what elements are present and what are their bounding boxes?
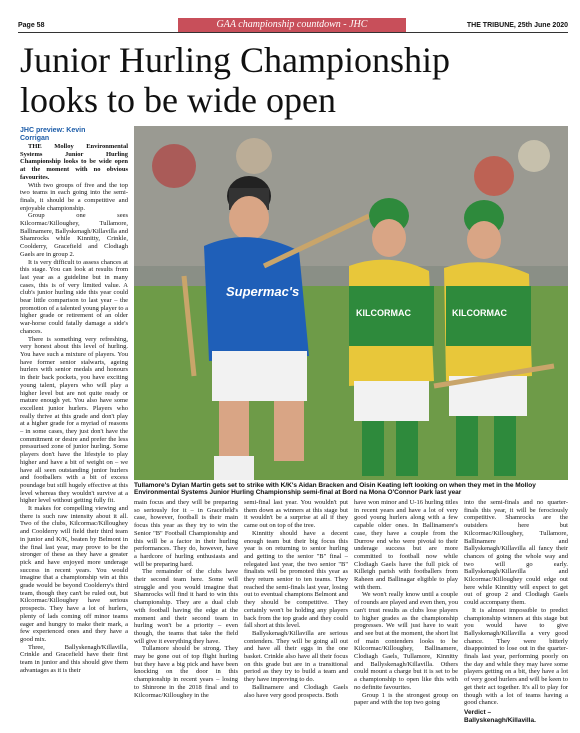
author-byline [20, 127, 130, 143]
match-photo-illustration [134, 126, 568, 480]
paragraph: Three, Ballyskenagh/Killavilla, Crinkle and Gracefield have their first team in junior and this should give them advantages as it is their [20, 643, 128, 674]
article-column-3 [244, 499, 348, 731]
paragraph: main focus and they will be preparing so seriously for it – in Gracefield's case, however, football is their main focus this year as they try to win the Senior "B" Football Championship and this will be a factor in their hurling performances. They do, however, have a hardcore of hurling enthusiasts and will be preparing hard. [134, 499, 238, 568]
header-rule [18, 32, 568, 33]
author-label: JHC preview: Kevin [20, 127, 86, 134]
photo-caption: Tullamore's Dylan Martin gets set to strike with K/K's Aidan Bracken and Oisin Keating left looking on when they met in the Molloy Environmental Systems Junior Hurling Championship semi-final at Bord na Mona O'Connor Park last year [134, 482, 536, 497]
paragraph: There is something very refreshing, very honest about this level of hurling. You have such a mixture of players. You have former senior stalwarts, ageing hurlers with senior medals and honours in their back pockets, you have exciting young talent, players who will play a higher level but are not quite ready or mature enough yet. You also have some excellent junior hurlers. Players who really thrive at this grade and don't play at a higher grade for a myriad of reasons – in some cases, they just don't have the commitment or desire and prefer the less pressurised zone of junior hurling. Some players don't have the lifestyle to play higher and have a bit of weight on – we have all seen outstanding junior hurlers and footballers with a bit of excess poundage but still hugely effective at this level whereas they wouldn't survive at a higher level without getting fully fit. [20, 335, 128, 505]
paragraph: semi-final last year. You wouldn't put them down as winners at this stage but it wouldn't be a surprise at all if they came out on top of the tree. [244, 499, 348, 530]
paragraph: Kinnitty should have a decent enough team but their big focus this year is on returning to senior hurling and getting to the senior "B" final – relegated last year, the two senior "B" finalists will be promoted this year as they return senior to ten teams. They reached the semi-finals last year, losing out to eventual champions Belmont and they should be competitive. They certainly won't be holding any players back from the top grade and they could fall short at this level. [244, 529, 348, 630]
jersey-green-text-2: KILCORMAC [452, 308, 507, 318]
match-photo [134, 126, 568, 480]
paragraph: Ballyskenagh/Killavilla are serious contenders. They will be going all out and have all their eggs in the one basket. Crinkle also have all their focus on this grade but are in a transitional period as they try to build a team and they have improving to do. [244, 629, 348, 684]
page-header [0, 0, 580, 30]
paragraph: Ballinamere and Clodiagh Gaels also have very good prospects. Both [244, 683, 348, 699]
article-column-5 [464, 499, 568, 731]
paragraph: Tullamore should be strong. They may be gone out of top flight hurling but they have a big pick and have been knocking on the door in this championship in recent years – losing to Shinrone in the 2018 final and to Kilcormac/Killoughey in the [134, 645, 238, 699]
paragraph: With two groups of five and the top two teams in each going into the semi-finals, it should be a competitive and enjoyable championship. [20, 181, 128, 212]
paragraph: It makes for compelling viewing and there is such raw intensity about it all. Two of the clubs, Kilcormac/Killoughey and Coolderry will field their third team in junior and K/K, beaten by Belmont in the final last year, may prove to be the stronger of these as they have a greater pick and have enjoyed more underage success in recent years. You would imagine that a championship win at this grade would be beyond Coolderry's third team, though they can't be ruled out, but Kilcormac/Killoughey have serious prospects. They have a lot of hurlers, plenty of lads coming off minor teams eager and hungry to make their mark, a few experienced ones and they have a good mix. [20, 505, 128, 643]
article-column-4 [354, 499, 458, 731]
paragraph: It is very difficult to assess chances at this stage. You can look at results from last year as a guideline but in many cases, this is of very limited value. A club's junior hurling side this year could bear little comparison to last year – the promotion of a talented young player to a higher grade or retirement of an older war-horse could fatally damage a side's chances. [20, 258, 128, 335]
paragraph: have won minor and U-16 hurling titles in recent years and have a lot of very good young hurlers along with a few capable older ones. In Ballinamere's case, they have a couple from the Durrow end who were pivotal to their underage success but are more committed to football now while Clodiagh Gaels have the full pick of Killeigh parish with footballers from Raheen and Ballinagar eligible to play with them. [354, 499, 458, 591]
paragraph: into the semi-finals and no quarter-finals this year, it will be ferociously competitive. Shamrocks are the outsiders here but Kilcormac/Killoughey, Tullamore, Ballinamere and Ballyskenagh/Killavilla all fancy their chances of going the whole way and two will go early. Ballyskenagh/Killavilla and Kilcormac/Killoughey could edge out here while Kinnitty will expect to get out of group 2 and Clodiagh Gaels could accompany them. [464, 499, 568, 607]
headline-line-1: Junior Hurling Championship [20, 40, 450, 80]
paragraph: It is almost impossible to predict championship winners at this stage but you would have to give Ballyskenagh/Killavilla a very good chance. They were bitterly disappointed to lose out in the quarter-finals last year, performing poorly on the day and while they may have some players getting on a bit, they have a lot of very good hurlers and will be keen to get their act together. It's all to play for though with a lot of teams having a good chance. [464, 606, 568, 707]
verdict-label: Verdict – [464, 708, 492, 716]
article-intro: THE Molloy Environmental Systems Junior Hurling Championship looks to be wide open at the moment with no obvious favourites. [20, 143, 128, 181]
verdict [464, 709, 568, 724]
jersey-blue-text: Supermac's [226, 284, 300, 299]
paragraph: Group 1 is the strongest group on paper and with the top two going [354, 691, 458, 707]
article-column-2 [134, 499, 238, 731]
jersey-green-text: KILCORMAC [356, 308, 411, 318]
paragraph: The remainder of the clubs have their second team here. Some will struggle and you would imagine that Shamrocks will find it hard to win this championship. They are a dual club with football having the edge at the moment and their second team in hurling won't be a priority – even though, the teams that take the field will give it everything they have. [134, 568, 238, 645]
page-number: Page 58 [18, 22, 45, 29]
verdict-value: Ballyskenagh/Killavilla. [464, 716, 536, 724]
paragraph: We won't really know until a couple of rounds are played and even then, you can't trust results as clubs lose players to higher grades as the championship progresses. We will just have to wait and see but at the moment, the short list of main contenders looks to be Kilcormac/Killoughey, Ballinamere, Clodiagh Gaels, Tullamore, Kinnitty and Ballyskenagh/Killavilla. Others could mount a charge but it is set to be a championship to open like this with no definite favourites. [354, 591, 458, 691]
article-column-1 [20, 143, 128, 731]
section-banner: GAA championship countdown - JHC [178, 18, 406, 32]
author-name: Corrigan [20, 135, 50, 142]
paper-date: THE TRIBUNE, 25th June 2020 [466, 22, 568, 29]
headline [20, 40, 572, 120]
headline-line-2: looks to be wide open [20, 80, 336, 120]
paragraph: Group one sees Kilcormac/Killoughey, Tullamore, Ballinamere, Ballyskenagh/Killavilla and Shamrocks while Kinnitty, Crinkle, Coolderry, Gracefield and Clodiagh Gaels are in group 2. [20, 212, 128, 258]
